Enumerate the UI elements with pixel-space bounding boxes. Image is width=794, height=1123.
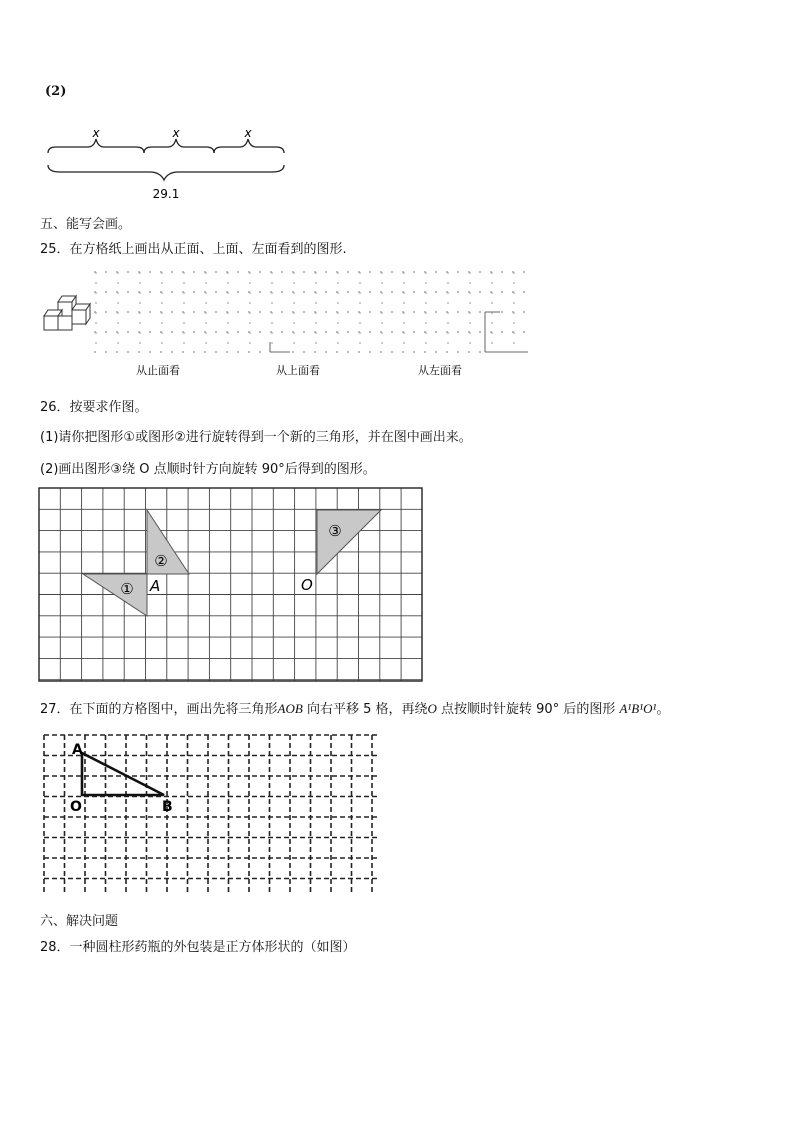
label-a: A: [72, 742, 83, 758]
q26-grid-figure: [39, 488, 423, 682]
q26-line1: (1)请你把图形①或图形②进行旋转得到一个新的三角形，并在图中画出来。: [40, 430, 472, 445]
q27-text-before: 27．在下面的方格图中，画出先将三角形: [40, 702, 278, 717]
q27-period: 。: [656, 702, 670, 717]
bottom-brace: [48, 165, 284, 180]
q27-text: [40, 698, 669, 717]
q27-grid-figure: [42, 733, 382, 897]
section6-title: 六、解决问题: [40, 914, 119, 929]
triangle-aob: [82, 753, 164, 795]
q27-result: A¹B¹O¹: [619, 701, 657, 716]
q26-line2: (2)画出图形③绕 O 点顺时针方向旋转 90°后得到的图形。: [40, 462, 376, 477]
seg-label-1: x: [92, 126, 100, 140]
q25-text: 25．在方格纸上画出从正面、上面、左面看到的图形.: [40, 242, 347, 257]
shape-1: [83, 574, 147, 616]
seg-label-3: x: [244, 126, 252, 140]
label-b: B: [162, 799, 173, 815]
q27-o: O: [427, 701, 437, 716]
seg-label-2: x: [172, 126, 180, 140]
part-label: (2): [45, 84, 67, 99]
dot-grid: [94, 272, 528, 352]
q27-aob: AOB: [277, 701, 303, 716]
section5-title: 五、能写会画。: [40, 217, 132, 232]
top-brace-1: [48, 139, 144, 153]
point-a-label: A: [150, 577, 161, 595]
shape-2-label: ②: [154, 552, 168, 570]
q27-text-middle: 向右平移 5 格，再绕: [302, 702, 428, 717]
top-brace-3: [214, 139, 284, 153]
shape-3: [317, 510, 381, 574]
shape-1-label: ①: [120, 580, 134, 598]
top-brace-2: [144, 139, 214, 153]
shape-3-label: ③: [328, 522, 342, 540]
q25-figure: [40, 262, 530, 382]
view-label-top: 从上面看: [276, 364, 320, 377]
label-o: O: [70, 799, 82, 815]
brace-figure: [40, 125, 300, 205]
q28-text: 28．一种圆柱形药瓶的外包装是正方体形状的（如图）: [40, 940, 356, 955]
cube-blocks-icon: [44, 296, 90, 330]
view-label-left: 从左面看: [418, 364, 462, 377]
q27-text-after: 点按顺时针旋转 90° 后的图形: [436, 702, 620, 717]
total-label: 29.1: [152, 187, 180, 201]
point-o-label: O: [301, 576, 313, 594]
view-label-front: 从止面看: [136, 364, 180, 377]
q26-title: 26．按要求作图。: [40, 400, 148, 415]
